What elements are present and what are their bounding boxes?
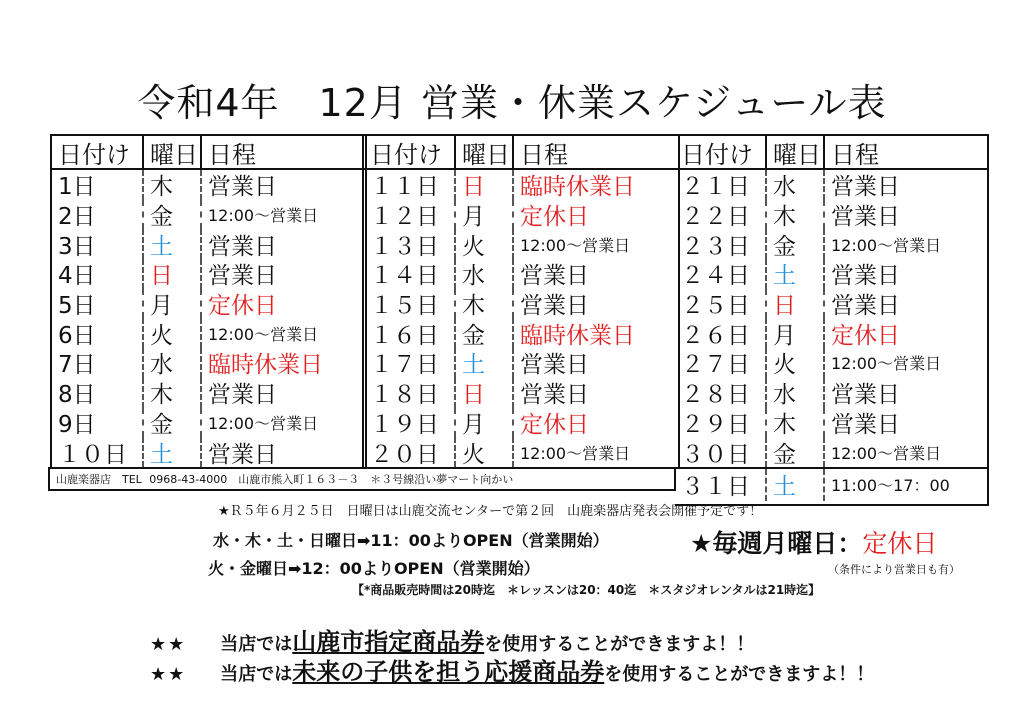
coupon-highlight: 山鹿市指定商品券: [292, 628, 485, 656]
schedule-cell: 営業日: [831, 204, 900, 231]
table-row: [364, 378, 678, 408]
date-cell: １５日: [364, 289, 456, 319]
schedule-cell: 営業日: [208, 233, 277, 260]
schedule-cell: 営業日: [520, 263, 589, 290]
schedule-cell: 定休日: [208, 293, 277, 320]
table-row: [52, 200, 365, 230]
service-hours-note: 【*商品販売時間は20時迄 ＊レッスンは20：40迄 ＊スタジオレンタルは21時迄】: [352, 583, 821, 597]
table-row: [52, 229, 365, 259]
date-cell: ２４日: [675, 259, 767, 289]
coupon-suffix: を使用することができますよ！！: [604, 664, 875, 685]
date-cell: ２３日: [675, 229, 767, 259]
schedule-table-2: [362, 134, 680, 469]
coupon-prefix: 当店では: [220, 634, 293, 655]
table-row: [364, 170, 678, 200]
schedule-cell: 営業日: [520, 352, 589, 379]
table-row: [364, 200, 678, 230]
weekday-cell: 月: [144, 289, 202, 319]
table-row: [675, 200, 987, 230]
table-row: [675, 318, 987, 348]
date-cell: 3日: [52, 229, 144, 259]
schedule-cell: 営業日: [208, 382, 277, 409]
weekday-cell: 土: [767, 469, 825, 501]
schedule-cell: 定休日: [520, 204, 589, 231]
weekday-cell: 水: [767, 170, 825, 200]
schedule-cell: 営業日: [520, 293, 589, 320]
stars-icon: ★★: [150, 664, 187, 685]
weekday-cell: 水: [456, 259, 514, 289]
date-cell: ２１日: [675, 170, 767, 200]
coupon-prefix: 当店では: [220, 664, 293, 685]
header-date: 日付け: [52, 136, 144, 168]
header-schedule: 日程: [520, 140, 568, 169]
weekday-cell: 火: [456, 229, 514, 259]
date-cell: １４日: [364, 259, 456, 289]
date-cell: １８日: [364, 378, 456, 408]
schedule-cell: 臨時休業日: [520, 322, 635, 349]
weekday-cell: 土: [144, 229, 202, 259]
date-cell: 4日: [52, 259, 144, 289]
weekday-cell: 月: [767, 318, 825, 348]
table-row: [52, 408, 365, 438]
table-row: [675, 467, 987, 501]
date-cell: 8日: [52, 378, 144, 408]
date-cell: 9日: [52, 408, 144, 438]
header-day: 曜日: [767, 136, 825, 168]
schedule-cell: 営業日: [831, 382, 900, 409]
schedule-cell: 11:00～17：00: [831, 476, 950, 496]
schedule-cell: 12:00～営業日: [520, 235, 631, 255]
store-address: 山鹿楽器店 TEL 0968-43-4000 山鹿市熊入町１６３－３ ＊３号線沿い夢マート向かい: [48, 467, 676, 491]
weekday-cell: 火: [456, 437, 514, 467]
table-row: [675, 378, 987, 408]
weekday-cell: 日: [456, 378, 514, 408]
table-row: [52, 318, 365, 348]
date-cell: １６日: [364, 318, 456, 348]
date-cell: ３０日: [675, 437, 767, 467]
weekday-cell: 月: [456, 408, 514, 438]
weekday-cell: 木: [144, 170, 202, 200]
coupon-suffix: を使用することができますよ！！: [484, 634, 755, 655]
date-cell: １２日: [364, 200, 456, 230]
coupon-highlight: 未来の子供を担う応援商品券: [292, 658, 605, 686]
schedule-cell: 営業日: [831, 174, 900, 201]
event-note: ★Ｒ５年６月２５日 日曜日は山鹿交流センターで第２回 山鹿楽器店発表会開催予定です！: [218, 504, 763, 519]
date-cell: ２０日: [364, 437, 456, 467]
header-date: 日付け: [364, 136, 456, 168]
date-cell: ３１日: [675, 469, 767, 501]
table-row: [675, 229, 987, 259]
schedule-cell: 12:00～営業日: [831, 443, 942, 463]
table-row: [364, 318, 678, 348]
schedule-cell: 営業日: [208, 441, 277, 468]
schedule-cell: 営業日: [520, 382, 589, 409]
table-row: [52, 259, 365, 289]
weekly-value: 定休日: [862, 529, 938, 558]
schedule-cell: 12:00～営業日: [208, 413, 319, 433]
weekly-closed-day: [690, 524, 937, 560]
schedule-cell: 定休日: [831, 322, 900, 349]
schedule-cell: 臨時休業日: [520, 174, 635, 201]
weekday-cell: 土: [144, 437, 202, 467]
weekly-condition: （条件により営業日も有）: [828, 563, 960, 576]
weekday-cell: 木: [144, 378, 202, 408]
date-cell: ２７日: [675, 348, 767, 378]
schedule-cell: 営業日: [831, 411, 900, 438]
weekday-cell: 木: [767, 408, 825, 438]
schedule-cell: 12:00～営業日: [208, 324, 319, 344]
coupon-note-2: [150, 652, 874, 687]
table-row: [675, 289, 987, 319]
date-cell: ２５日: [675, 289, 767, 319]
weekday-cell: 日: [767, 289, 825, 319]
table-row: [52, 437, 365, 467]
table-row: [364, 259, 678, 289]
table-row: [675, 259, 987, 289]
header-date: 日付け: [675, 136, 767, 168]
date-cell: １０日: [52, 437, 144, 467]
table-row: [364, 408, 678, 438]
schedule-cell: 12:00～営業日: [831, 235, 942, 255]
weekday-cell: 金: [767, 437, 825, 467]
header-schedule: 日程: [831, 140, 879, 169]
schedule-cell: 営業日: [831, 293, 900, 320]
schedule-cell: 12:00～営業日: [208, 206, 319, 226]
weekday-cell: 土: [456, 348, 514, 378]
weekday-cell: 火: [767, 348, 825, 378]
header-day: 曜日: [144, 136, 202, 168]
date-cell: ２８日: [675, 378, 767, 408]
weekday-cell: 木: [456, 289, 514, 319]
weekday-cell: 金: [144, 200, 202, 230]
schedule-table-3: [675, 134, 989, 506]
table-header: [364, 136, 678, 170]
table-row: [52, 378, 365, 408]
date-cell: １１日: [364, 170, 456, 200]
page-title: 令和4年 12月 営業・休業スケジュール表: [137, 81, 887, 125]
weekday-cell: 金: [144, 408, 202, 438]
weekly-label: ★毎週月曜日：: [690, 529, 863, 558]
date-cell: 1日: [52, 170, 144, 200]
table-row: [52, 348, 365, 378]
table-row: [364, 229, 678, 259]
table-row: [675, 408, 987, 438]
schedule-cell: 定休日: [520, 411, 589, 438]
date-cell: 5日: [52, 289, 144, 319]
date-cell: 2日: [52, 200, 144, 230]
date-cell: ２６日: [675, 318, 767, 348]
table-row: [364, 437, 678, 467]
table-header: [52, 136, 365, 170]
date-cell: 7日: [52, 348, 144, 378]
weekday-cell: 木: [767, 200, 825, 230]
date-cell: 6日: [52, 318, 144, 348]
table-row: [364, 289, 678, 319]
date-cell: １３日: [364, 229, 456, 259]
table-row: [52, 289, 365, 319]
weekday-cell: 水: [144, 348, 202, 378]
header-day: 曜日: [456, 136, 514, 168]
table-row: [675, 348, 987, 378]
weekday-cell: 日: [144, 259, 202, 289]
weekday-cell: 土: [767, 259, 825, 289]
weekday-cell: 日: [456, 170, 514, 200]
date-cell: ２２日: [675, 200, 767, 230]
date-cell: １７日: [364, 348, 456, 378]
table-header: [675, 136, 987, 170]
schedule-cell: 12:00～営業日: [831, 354, 942, 374]
header-schedule: 日程: [208, 140, 256, 169]
date-cell: ２９日: [675, 408, 767, 438]
schedule-table-1: [50, 134, 367, 469]
weekday-cell: 火: [144, 318, 202, 348]
schedule-cell: 12:00～営業日: [520, 443, 631, 463]
table-row: [675, 170, 987, 200]
open-hours-weekend: 水・木・土・日曜日➡11：00よりOPEN（営業開始）: [213, 531, 609, 550]
weekday-cell: 水: [767, 378, 825, 408]
schedule-cell: 営業日: [208, 174, 277, 201]
table-row: [675, 437, 987, 467]
weekday-cell: 月: [456, 200, 514, 230]
schedule-cell: 臨時休業日: [208, 352, 323, 379]
schedule-cell: 営業日: [831, 263, 900, 290]
table-row: [52, 170, 365, 200]
table-row: [364, 348, 678, 378]
schedule-cell: 営業日: [208, 263, 277, 290]
date-cell: １９日: [364, 408, 456, 438]
open-hours-weekday: 火・金曜日➡12：00よりOPEN（営業開始）: [208, 559, 540, 578]
weekday-cell: 金: [456, 318, 514, 348]
weekday-cell: 金: [767, 229, 825, 259]
stars-icon: ★★: [150, 634, 187, 655]
